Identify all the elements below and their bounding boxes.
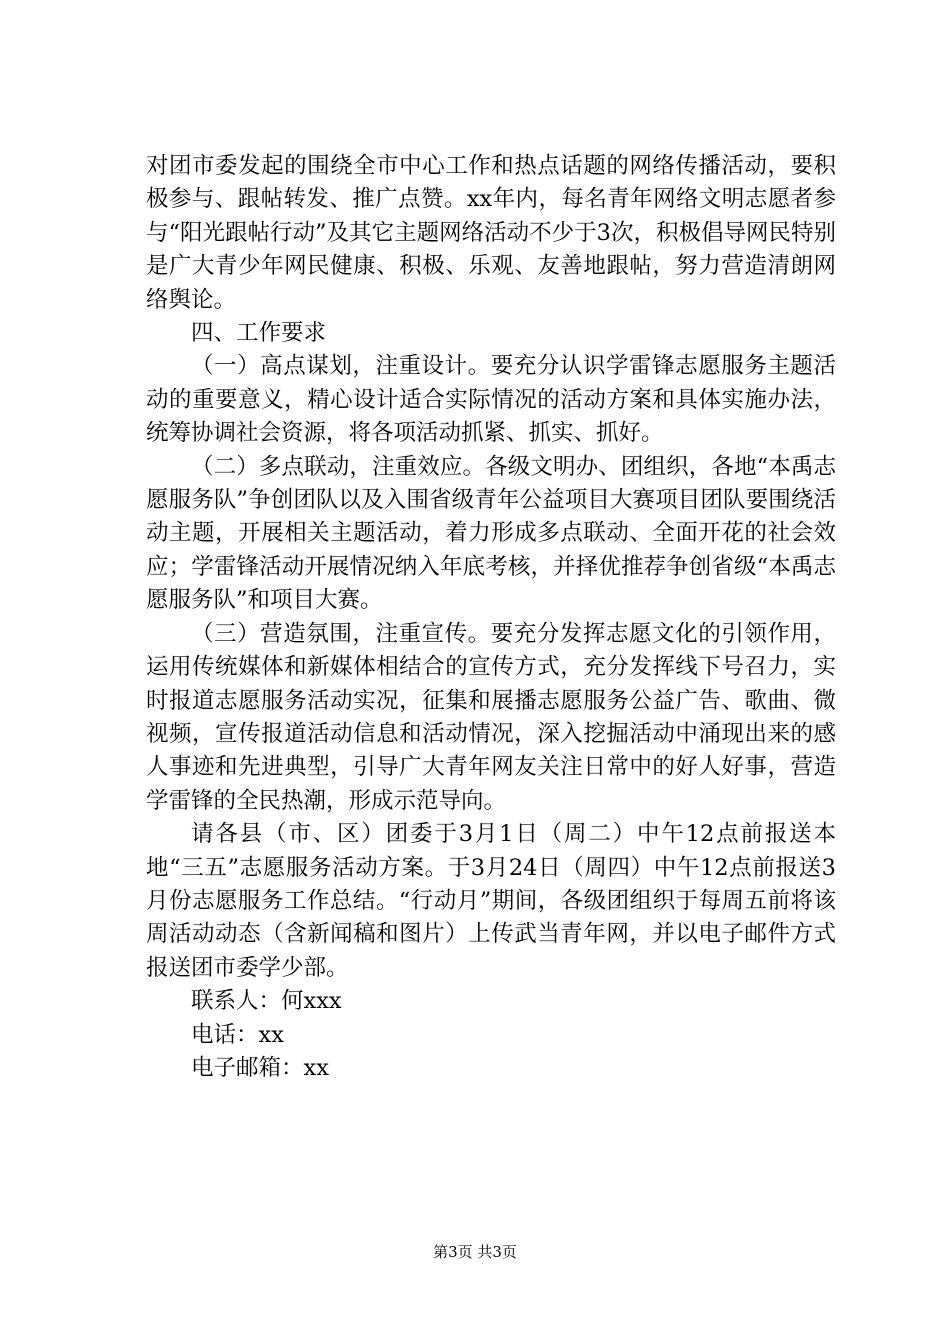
- page-number-label: 第3页 共3页: [433, 1243, 517, 1261]
- section-heading-work-requirements: 四、工作要求: [191, 320, 327, 347]
- paragraph-submission-notice: 请各县（市、区）团委于3月1日（周二）中午12点前报送本地“三五”志愿服务活动方案。于3月24日（周四）中午12点前报送3月份志愿服务工作总结。“行动月”期间，各级团组织于每周五前将该周活动动态（含新闻稿和图片）上传武当青年网，并以电子邮件方式报送团市委学少部。: [146, 821, 836, 981]
- contact-email: 电子邮箱：xx: [191, 1054, 329, 1081]
- page-footer: [0, 1242, 950, 1262]
- contact-phone: 电话：xx: [191, 1021, 284, 1048]
- paragraph-requirement-2: （二）多点联动，注重效应。各级文明办、团组织，各地“本禹志愿服务队”争创团队以及入围省级青年公益项目大赛项目团队要围绕活动主题，开展相关主题活动，着力形成多点联动、全面开花的社会效应；学雷锋活动开展情况纳入年底考核，并择优推荐争创省级“本禹志愿服务队”和项目大赛。: [146, 453, 836, 614]
- paragraph-network-activity: 对团市委发起的围绕全市中心工作和热点话题的网络传播活动，要积极参与、跟帖转发、推广点赞。xx年内，每名青年网络文明志愿者参与“阳光跟帖行动”及其它主题网络活动不少于3次，积极倡导网民特别是广大青少年网民健康、积极、乐观、友善地跟帖，努力营造清朗网络舆论。: [146, 153, 836, 313]
- contact-person: 联系人：何xxx: [191, 988, 342, 1015]
- document-body: [146, 150, 836, 1085]
- paragraph-requirement-1: （一）高点谋划，注重设计。要充分认识学雷锋志愿服务主题活动的重要意义，精心设计适合实际情况的活动方案和具体实施办法，统筹协调社会资源，将各项活动抓紧、抓实、抓好。: [146, 353, 836, 447]
- paragraph-requirement-3: （三）营造氛围，注重宣传。要充分发挥志愿文化的引领作用，运用传统媒体和新媒体相结合的宣传方式，充分发挥线下号召力，实时报道志愿服务活动实况，征集和展播志愿服务公益广告、歌曲、微视频，宣传报道活动信息和活动情况，深入挖掘活动中涌现出来的感人事迹和先进典型，引导广大青年网友关注日常中的好人好事，营造学雷锋的全民热潮，形成示范导向。: [146, 620, 836, 814]
